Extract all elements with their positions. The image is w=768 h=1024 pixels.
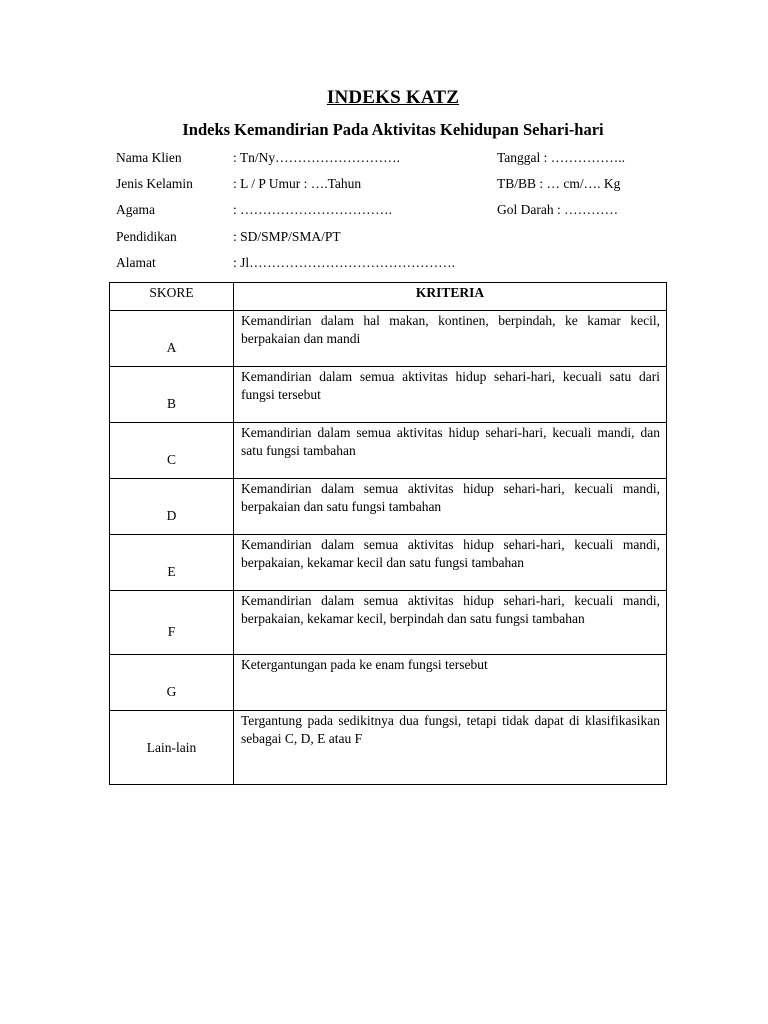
- field-gol-darah: Gol Darah : …………: [497, 202, 619, 217]
- table-header-row: [110, 283, 667, 311]
- field-value: : Tn/Ny……………………….: [233, 150, 401, 165]
- field-row-pendidikan: [0, 229, 768, 249]
- column-header-kriteria: KRITERIA: [234, 283, 667, 311]
- field-label: Jenis Kelamin: [116, 176, 193, 191]
- field-tb-bb: TB/BB : … cm/…. Kg: [497, 176, 621, 191]
- score-cell: F: [110, 591, 234, 655]
- table-row: [110, 423, 667, 479]
- field-row-nama-klien: [0, 150, 768, 170]
- table-row: [110, 367, 667, 423]
- criteria-cell: Ketergantungan pada ke enam fungsi tersebut: [234, 655, 667, 711]
- field-label: Alamat: [116, 255, 156, 270]
- field-label: Agama: [116, 202, 155, 217]
- field-value: : SD/SMP/SMA/PT: [233, 229, 341, 244]
- criteria-cell: Kemandirian dalam semua aktivitas hidup sehari-hari, kecuali mandi, dan satu fungsi tambahan: [234, 423, 667, 479]
- field-value: : L / P Umur : ….Tahun: [233, 176, 362, 191]
- score-cell: A: [110, 311, 234, 367]
- criteria-cell: Kemandirian dalam semua aktivitas hidup sehari-hari, kecuali mandi, berpakaian dan satu fungsi tambahan: [234, 479, 667, 535]
- field-value: : …………………………….: [233, 202, 393, 217]
- criteria-cell: Kemandirian dalam semua aktivitas hidup sehari-hari, kecuali mandi, berpakaian, kekamar kecil, berpindah dan satu fungsi tambahan: [234, 591, 667, 655]
- table-row: [110, 311, 667, 367]
- criteria-cell: Kemandirian dalam hal makan, kontinen, berpindah, ke kamar kecil, berpakaian dan mandi: [234, 311, 667, 367]
- table-row: [110, 535, 667, 591]
- score-cell: D: [110, 479, 234, 535]
- field-value: : Jl……………………………………….: [233, 255, 456, 270]
- field-label: Pendidikan: [116, 229, 177, 244]
- document-title: INDEKS KATZ: [326, 87, 460, 108]
- score-cell: C: [110, 423, 234, 479]
- score-cell: E: [110, 535, 234, 591]
- table-row: [110, 591, 667, 655]
- field-row-jenis-kelamin: [0, 176, 768, 196]
- score-cell: Lain-lain: [110, 711, 234, 785]
- field-row-agama: [0, 202, 768, 222]
- column-header-skore: SKORE: [110, 283, 234, 311]
- field-label: Nama Klien: [116, 150, 182, 165]
- field-row-alamat: [0, 255, 768, 275]
- field-tanggal: Tanggal : ……………..: [497, 150, 626, 165]
- score-cell: B: [110, 367, 234, 423]
- document-subtitle: Indeks Kemandirian Pada Aktivitas Kehidupan Sehari-hari: [182, 120, 604, 139]
- katz-index-table: [109, 282, 667, 785]
- table-row: [110, 479, 667, 535]
- table-row: [110, 655, 667, 711]
- criteria-cell: Kemandirian dalam semua aktivitas hidup sehari-hari, kecuali mandi, berpakaian, kekamar kecil dan satu fungsi tambahan: [234, 535, 667, 591]
- criteria-cell: Kemandirian dalam semua aktivitas hidup sehari-hari, kecuali satu dari fungsi tersebut: [234, 367, 667, 423]
- criteria-cell: Tergantung pada sedikitnya dua fungsi, tetapi tidak dapat di klasifikasikan sebagai C, D, E atau F: [234, 711, 667, 785]
- table-row: [110, 711, 667, 785]
- score-cell: G: [110, 655, 234, 711]
